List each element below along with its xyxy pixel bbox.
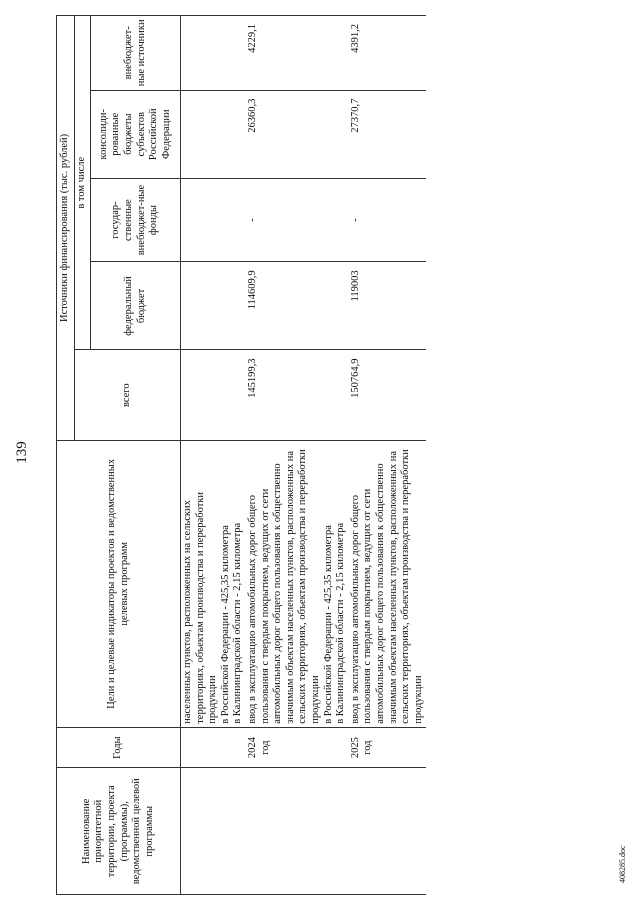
goal-paragraph: населенных пунктов, расположенных на сельских территориях, объектам производства и переработки продукции	[182, 491, 219, 724]
cell-name	[349, 768, 427, 895]
goal-paragraph: в Российской Федерации - 425,35 километра	[219, 525, 231, 724]
cell-offbudget: 4391,2	[349, 16, 427, 91]
cell-goals	[349, 440, 427, 727]
cell-regional: 26360,3	[246, 90, 349, 178]
cell-name	[181, 768, 246, 895]
cell-federal: 114609,9	[246, 262, 349, 350]
doc-reference: 408285.doc	[618, 845, 627, 883]
page-number: 139	[14, 441, 30, 464]
cell-offbudget	[181, 16, 246, 91]
cell-name	[246, 768, 349, 895]
cell-year: 2025 год	[349, 727, 427, 768]
cell-federal: 119003	[349, 262, 427, 350]
cell-state-funds: -	[349, 178, 427, 262]
table-body	[181, 16, 427, 895]
header-years: Годы	[57, 727, 181, 768]
cell-state-funds: -	[246, 178, 349, 262]
cell-total	[181, 350, 246, 440]
cell-regional: 27370,7	[349, 90, 427, 178]
cell-goals	[246, 440, 349, 727]
goal-paragraph: ввод в эксплуатацию автомобильных дорог общего пользования с твердым покрытием, ведущих от сети автомобильных дорог общего пользования к общественно значимым объектам населенных пунктов, расположенных на сельских территориях, объектам производства и переработки продукции	[246, 449, 321, 724]
header-total: всего	[75, 350, 181, 440]
cell-regional	[181, 90, 246, 178]
cell-total: 150764,9	[349, 350, 427, 440]
header-offbudget: внебюджет-ные источники	[91, 16, 181, 91]
financing-table	[56, 15, 426, 895]
cell-year	[181, 727, 246, 768]
table-row	[181, 16, 246, 895]
header-federal: федеральный бюджет	[91, 262, 181, 350]
goal-paragraph: ввод в эксплуатацию автомобильных дорог общего пользования с твердым покрытием, ведущих от сети автомобильных дорог общего пользования к общественно значимым объектам населенных пунктов, расположенных на сельских территориях, объектам производства и переработки продукции	[349, 449, 424, 724]
cell-year: 2024 год	[246, 727, 349, 768]
goal-paragraph: в Калининградской области - 2,15 километра	[232, 522, 244, 724]
goal-paragraph: в Российской Федерации - 425,35 километра	[322, 525, 334, 724]
header-sources: Источники финансирования (тыс. рублей)	[57, 16, 75, 441]
cell-federal	[181, 262, 246, 350]
header-state-funds: государ-ственные внебюджет-ные фонды	[91, 178, 181, 262]
table-row	[246, 16, 349, 895]
cell-offbudget: 4229,1	[246, 16, 349, 91]
goal-paragraph: в Калининградской области - 2,15 километра	[335, 522, 347, 724]
header-name: Наименование приоритетной территории, проекта (программы), ведомственной целевой программы	[57, 768, 181, 895]
header-goals: Цели и целевые индикаторы проектов и ведомственных целевых программ	[57, 440, 181, 727]
header-regional: консолиди-рованные бюджеты субъектов Российской Федерации	[91, 90, 181, 178]
cell-state-funds	[181, 178, 246, 262]
header-including: в том числе	[75, 16, 91, 350]
cell-total: 145199,3	[246, 350, 349, 440]
cell-goals	[181, 440, 246, 727]
table-row	[349, 16, 427, 895]
